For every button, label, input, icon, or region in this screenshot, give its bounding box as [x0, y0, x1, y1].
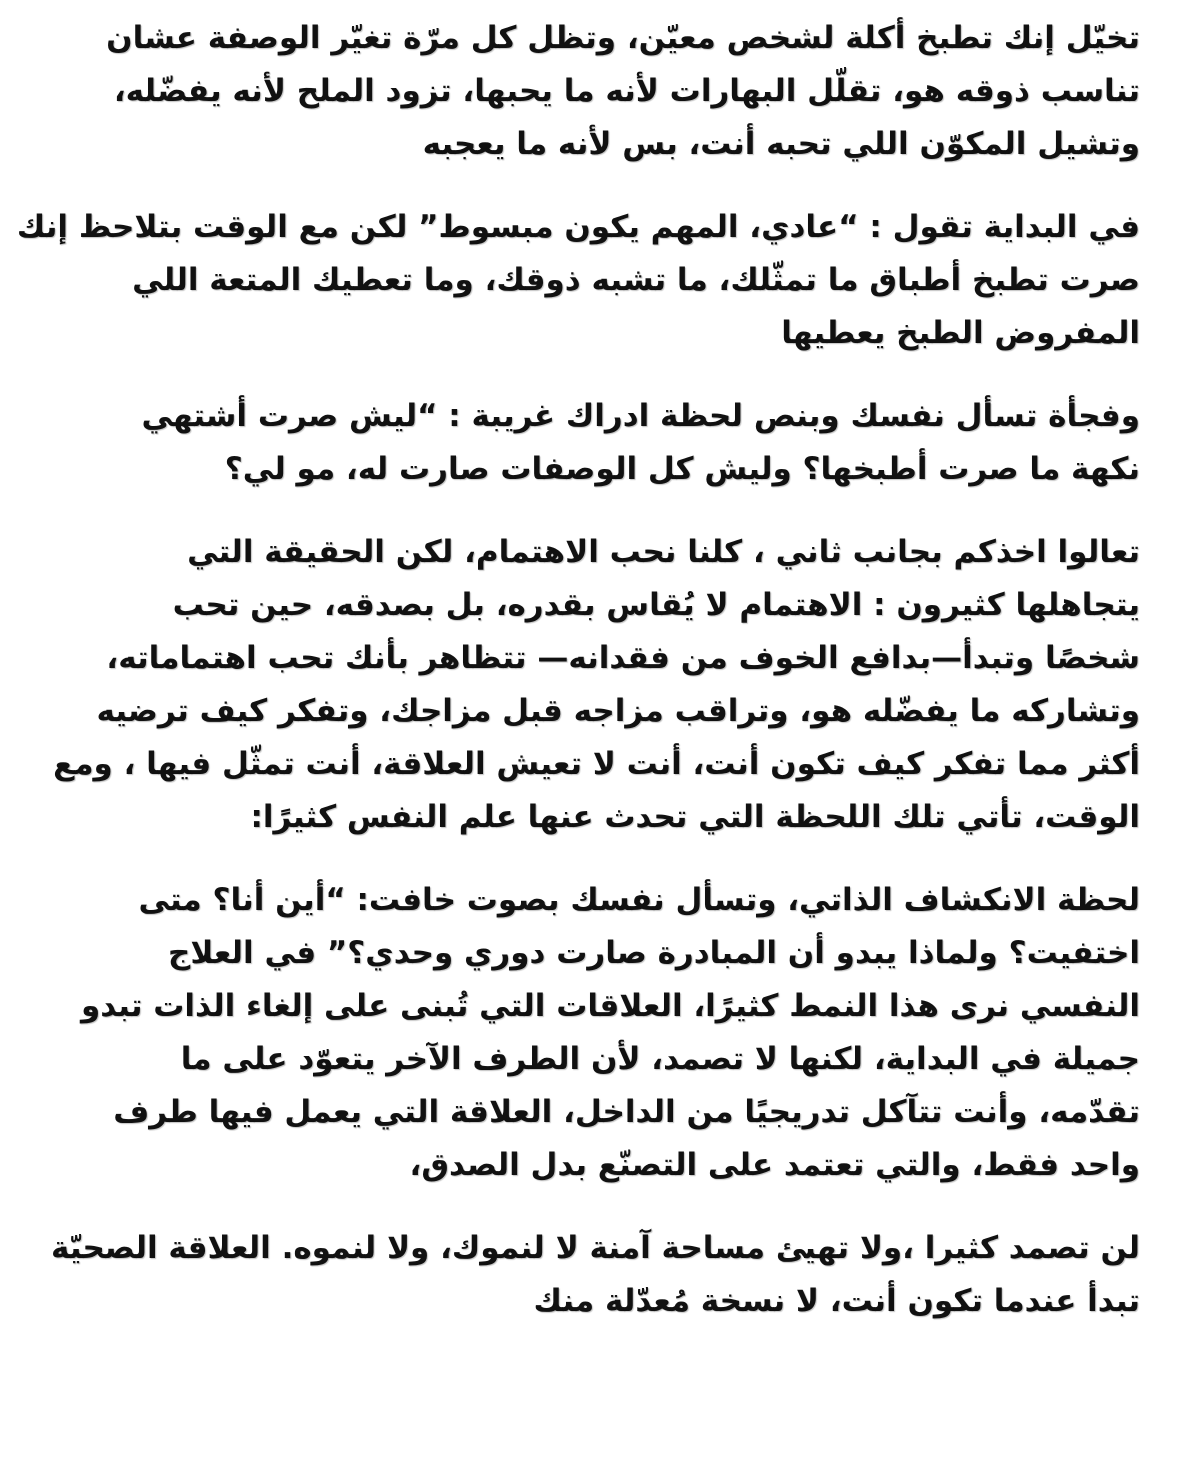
- text-line: تخيّل إنك تطبخ أكلة لشخص معيّن، وتظل كل مرّة تغيّر الوصفة عشان: [106, 20, 1140, 56]
- text-line: المفروض الطبخ يعطيها: [781, 315, 1140, 351]
- paragraph-1: [40, 12, 1140, 171]
- text-line: تعالوا اخذكم بجانب ثاني ، كلنا نحب الاهتمام، لكن الحقيقة التي: [187, 534, 1140, 570]
- text-line: وفجأة تسأل نفسك وبنص لحظة ادراك غريبة : “ليش صرت أشتهي: [141, 398, 1140, 434]
- text-line: في البداية تقول : “عادي، المهم يكون مبسوط” لكن مع الوقت بتلاحظ إنك: [16, 209, 1140, 245]
- text-line: شخصًا وتبدأ—بدافع الخوف من فقدانه— تتظاهر بأنك تحب اهتماماته،: [106, 640, 1140, 676]
- text-line: اختفيت؟ ولماذا يبدو أن المبادرة صارت دوري وحدي؟” في العلاج: [168, 935, 1140, 971]
- text-line: تناسب ذوقه هو، تقلّل البهارات لأنه ما يحبها، تزود الملح لأنه يفضّله،: [113, 73, 1140, 109]
- text-line: صرت تطبخ أطباق ما تمثّلك، ما تشبه ذوقك، وما تعطيك المتعة اللي: [132, 262, 1140, 298]
- text-line: لحظة الانكشاف الذاتي، وتسأل نفسك بصوت خافت: “أين أنا؟ متى: [138, 882, 1140, 918]
- text-line: أكثر مما تفكر كيف تكون أنت، أنت لا تعيش العلاقة، أنت تمثّل فيها ، ومع: [53, 746, 1140, 782]
- paragraph-3: [40, 390, 1140, 496]
- text-line: نكهة ما صرت أطبخها؟ وليش كل الوصفات صارت له، مو لي؟: [224, 451, 1140, 487]
- text-line: الوقت، تأتي تلك اللحظة التي تحدث عنها علم النفس كثيرًا:: [250, 799, 1140, 835]
- paragraph-6: [40, 1222, 1140, 1328]
- paragraph-5: [40, 874, 1140, 1192]
- text-line: تقدّمه، وأنت تتآكل تدريجيًا من الداخل، العلاقة التي يعمل فيها طرف: [113, 1094, 1140, 1130]
- text-line: جميلة في البداية، لكنها لا تصمد، لأن الطرف الآخر يتعوّد على ما: [180, 1041, 1140, 1077]
- paragraph-2: [16, 201, 1140, 360]
- text-line: النفسي نرى هذا النمط كثيرًا، العلاقات التي تُبنى على إلغاء الذات تبدو: [81, 988, 1140, 1024]
- text-line: وتشيل المكوّن اللي تحبه أنت، بس لأنه ما يعجبه: [422, 126, 1140, 162]
- text-line: لن تصمد كثيرا ،ولا تهيئ مساحة آمنة لا لنموك، ولا لنموه. العلاقة الصحيّة: [51, 1230, 1140, 1266]
- text-line: تبدأ عندما تكون أنت، لا نسخة مُعدّلة منك: [533, 1283, 1140, 1319]
- paragraph-4: [40, 526, 1140, 844]
- text-line: وتشاركه ما يفضّله هو، وتراقب مزاجه قبل مزاجك، وتفكر كيف ترضيه: [96, 693, 1140, 729]
- text-line: واحد فقط، والتي تعتمد على التصنّع بدل الصدق،: [409, 1147, 1140, 1183]
- text-line: يتجاهلها كثيرون : الاهتمام لا يُقاس بقدره، بل بصدقه، حين تحب: [172, 587, 1140, 623]
